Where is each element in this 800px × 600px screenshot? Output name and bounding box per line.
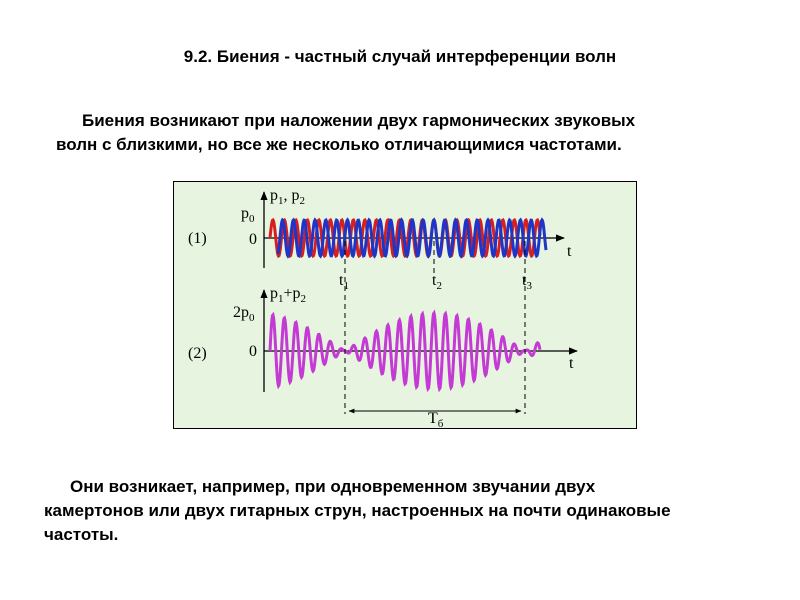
period-label: $T_б$: [428, 410, 444, 430]
intro-paragraph: [56, 109, 756, 157]
intro-line-2: волн с близкими, но все же несколько отличающимися частотами.: [56, 135, 622, 154]
panel-2-label: (2): [188, 345, 207, 362]
bottom-amplitude-label: $2p_0$: [233, 304, 255, 324]
top-zero-label: 0: [249, 231, 257, 248]
t2-label: $t_2$: [432, 272, 442, 292]
panel-1-label: (1): [188, 230, 207, 247]
example-line-1: Они возникает, например, при одновременном звучании двух: [70, 477, 596, 496]
top-y-axis-label: $p_1$, $p_2$: [270, 187, 305, 207]
bottom-y-axis-label: $p_1+p_2$: [270, 285, 307, 305]
slide-title: 9.2. Биения - частный случай интерференции волн: [183, 47, 617, 66]
t3-label: $t_3$: [522, 272, 532, 292]
top-amplitude-label: $p_0$: [241, 205, 255, 225]
t1-label: $t_1$: [339, 272, 349, 292]
example-line-2: камертонов или двух гитарных струн, настроенных на почти одинаковые: [44, 501, 671, 520]
beats-figure: [173, 181, 637, 429]
top-x-axis-label: t: [567, 243, 572, 260]
beats-diagram: [174, 182, 638, 430]
bottom-x-axis-label: t: [569, 355, 574, 372]
example-paragraph: [44, 475, 789, 547]
intro-line-1: Биения возникают при наложении двух гармонических звуковых: [82, 111, 636, 130]
example-line-3: частоты.: [44, 525, 119, 544]
bottom-zero-label: 0: [249, 343, 257, 360]
